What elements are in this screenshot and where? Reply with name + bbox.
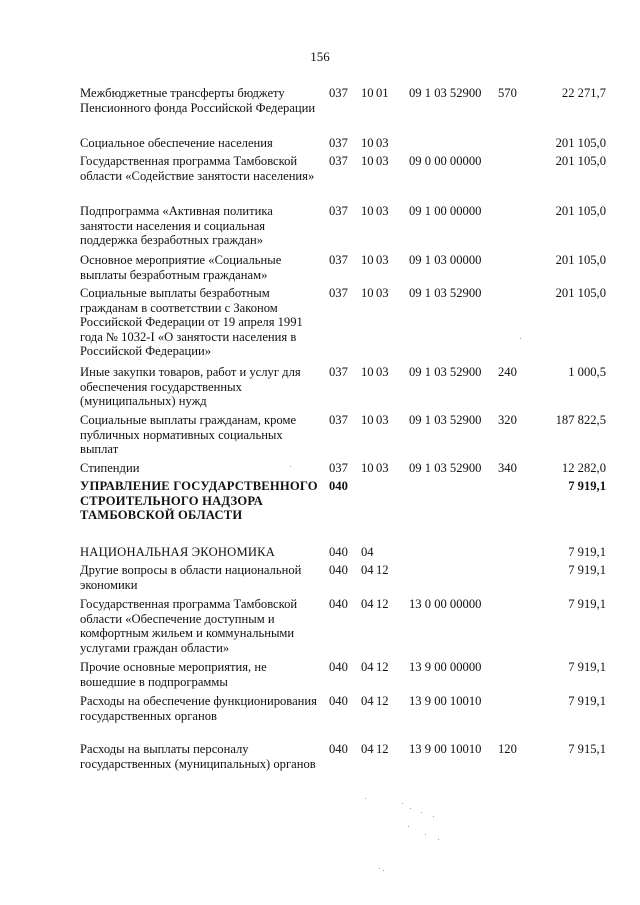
row-subsection-code: 03 [376, 461, 389, 475]
row-section-code: 04 [361, 660, 374, 674]
row-target-article: 09 1 00 00000 [409, 204, 482, 218]
row-subsection-code: 12 [376, 660, 389, 674]
row-section-code: 04 [361, 597, 374, 611]
row-section-code: 04 [361, 742, 374, 756]
row-amount: 7 919,1 [568, 597, 606, 611]
row-admin-code: 037 [329, 365, 348, 379]
row-target-article: 09 1 03 00000 [409, 253, 482, 267]
row-admin-code: 037 [329, 154, 348, 168]
row-name: НАЦИОНАЛЬНАЯ ЭКОНОМИКА [80, 545, 276, 559]
row-section-code: 10 [361, 136, 374, 150]
row-subsection-code: 03 [376, 365, 389, 379]
row-section-code: 10 [361, 286, 374, 300]
row-admin-code: 040 [329, 479, 348, 493]
row-amount: 22 271,7 [561, 86, 606, 100]
row-amount: 7 919,1 [568, 479, 606, 493]
row-target-article: 13 9 00 00000 [409, 660, 482, 674]
row-section-code: 04 [361, 694, 374, 708]
row-amount: 7 919,1 [568, 563, 606, 577]
row-admin-code: 040 [329, 563, 348, 577]
row-admin-code: 040 [329, 545, 348, 559]
row-admin-code: 037 [329, 204, 348, 218]
row-name: Расходы на выплаты персоналу государственных (муниципальных) органов [80, 742, 316, 771]
row-target-article: 09 0 00 00000 [409, 154, 482, 168]
row-name: Государственная программа Тамбовской области «Обеспечение доступным и комфортным жильем и коммунальными услугами граждан области» [80, 597, 298, 655]
row-name: Межбюджетные трансферты бюджету Пенсионного фонда Российской Федерации [80, 86, 316, 115]
row-subsection-code: 03 [376, 413, 389, 427]
row-name: Государственная программа Тамбовской области «Содействие занятости населения» [80, 154, 315, 183]
row-admin-code: 037 [329, 286, 348, 300]
row-subsection-code: 12 [376, 563, 389, 577]
row-amount: 7 915,1 [568, 742, 606, 756]
row-section-code: 10 [361, 86, 374, 100]
row-admin-code: 037 [329, 136, 348, 150]
row-subsection-code: 12 [376, 742, 389, 756]
row-name: УПРАВЛЕНИЕ ГОСУДАРСТВЕННОГО СТРОИТЕЛЬНОГО НАДЗОРА ТАМБОВСКОЙ ОБЛАСТИ [80, 479, 318, 523]
row-subsection-code: 03 [376, 154, 389, 168]
row-section-code: 10 [361, 461, 374, 475]
row-name: Иные закупки товаров, работ и услуг для обеспечения государственных (муниципальных) нужд [80, 365, 301, 409]
row-admin-code: 040 [329, 660, 348, 674]
row-amount: 7 919,1 [568, 694, 606, 708]
row-admin-code: 040 [329, 597, 348, 611]
row-amount: 201 105,0 [555, 136, 606, 150]
row-subsection-code: 03 [376, 286, 389, 300]
row-admin-code: 040 [329, 742, 348, 756]
row-section-code: 10 [361, 413, 374, 427]
row-amount: 201 105,0 [555, 154, 606, 168]
row-name: Другие вопросы в области национальной экономики [80, 563, 302, 592]
row-section-code: 10 [361, 365, 374, 379]
row-admin-code: 040 [329, 694, 348, 708]
row-target-article: 13 9 00 10010 [409, 742, 482, 756]
row-target-article: 09 1 03 52900 [409, 413, 482, 427]
row-admin-code: 037 [329, 86, 348, 100]
row-subsection-code: 03 [376, 136, 389, 150]
row-name: Расходы на обеспечение функционирования государственных органов [80, 694, 317, 723]
row-subsection-code: 01 [376, 86, 389, 100]
row-subsection-code: 03 [376, 253, 389, 267]
row-subsection-code: 03 [376, 204, 389, 218]
row-admin-code: 037 [329, 253, 348, 267]
row-name: Основное мероприятие «Социальные выплаты безработным гражданам» [80, 253, 282, 282]
row-admin-code: 037 [329, 461, 348, 475]
row-section-code: 10 [361, 204, 374, 218]
row-section-code: 10 [361, 154, 374, 168]
row-name: Прочие основные мероприятия, не вошедшие в подпрограммы [80, 660, 267, 689]
row-section-code: 04 [361, 563, 374, 577]
row-amount: 201 105,0 [555, 286, 606, 300]
row-expense-type: 320 [498, 413, 517, 427]
row-expense-type: 570 [498, 86, 517, 100]
row-amount: 1 000,5 [568, 365, 606, 379]
row-amount: 7 919,1 [568, 660, 606, 674]
row-target-article: 13 9 00 10010 [409, 694, 482, 708]
row-amount: 7 919,1 [568, 545, 606, 559]
row-amount: 12 282,0 [561, 461, 606, 475]
row-name: Социальные выплаты гражданам, кроме публичных нормативных социальных выплат [80, 413, 297, 457]
row-amount: 201 105,0 [555, 253, 606, 267]
row-section-code: 04 [361, 545, 374, 559]
row-name: Социальные выплаты безработным гражданам в соответствии с Законом Российской Федерации от 19 апреля 1991 года № 1032-I «О занятости населения в Российской Федерации» [80, 286, 303, 359]
row-name: Подпрограмма «Активная политика занятости населения и социальная поддержка безработных граждан» [80, 204, 273, 248]
row-admin-code: 037 [329, 413, 348, 427]
row-subsection-code: 12 [376, 694, 389, 708]
row-expense-type: 240 [498, 365, 517, 379]
row-target-article: 09 1 03 52900 [409, 286, 482, 300]
row-subsection-code: 12 [376, 597, 389, 611]
row-name: Социальное обеспечение населения [80, 136, 273, 150]
row-expense-type: 120 [498, 742, 517, 756]
row-amount: 187 822,5 [555, 413, 606, 427]
row-name: Стипендии [80, 461, 140, 475]
row-section-code: 10 [361, 253, 374, 267]
row-target-article: 09 1 03 52900 [409, 365, 482, 379]
page-number: 156 [310, 49, 330, 64]
row-target-article: 09 1 03 52900 [409, 86, 482, 100]
row-target-article: 09 1 03 52900 [409, 461, 482, 475]
row-target-article: 13 0 00 00000 [409, 597, 482, 611]
row-amount: 201 105,0 [555, 204, 606, 218]
row-expense-type: 340 [498, 461, 517, 475]
